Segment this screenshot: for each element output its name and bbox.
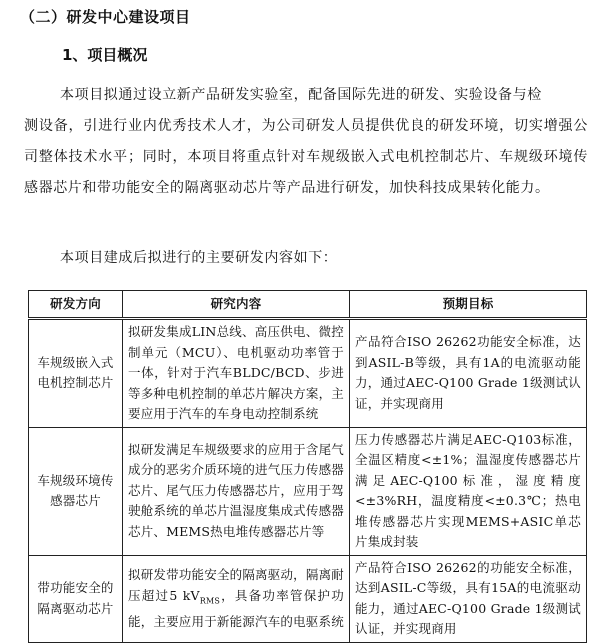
row-goal: 产品符合ISO 26262的功能安全标准，达到ASIL-C等级，具有15A的电流驱动能力，通过AEC-Q100 Grade 1级测试认证，并实现商用 — [350, 555, 587, 642]
row-content-text-pre: 拟研发带功能安全的隔离驱动，隔离耐压超过5 kV — [128, 567, 344, 603]
intro-paragraph-text: 本项目建成后拟进行的主要研发内容如下： — [60, 250, 338, 266]
header-goal: 预期目标 — [350, 291, 587, 319]
row-direction: 带功能安全的隔离驱动芯片 — [29, 555, 123, 642]
overview-paragraph — [24, 80, 588, 204]
table-header-row — [29, 291, 587, 319]
row-direction: 车规级环境传感器芯片 — [29, 427, 123, 555]
row-content: 拟研发集成LIN总线、高压供电、微控制单元（MCU）、电机驱动功率管于一体，针对于汽车BLDC/BCD、步进等多种电机控制的单芯片解决方案，主要应用于汽车的车身电动控制系统 — [123, 319, 350, 428]
subsection-heading: 1、项目概况 — [62, 46, 148, 64]
row-goal: 压力传感器芯片满足AEC-Q103标准，全温区精度<±1%；温湿度传感器芯片满足AEC-Q100标准，湿度精度<±3%RH，温度精度<±0.3℃；热电堆传感器芯片实现MEMS+ASIC单芯片集成封装 — [350, 427, 587, 555]
section-heading: （二）研发中心建设项目 — [20, 8, 191, 26]
overview-paragraph-line1: 本项目拟通过设立新产品研发实验室，配备国际先进的研发、实验设备与检 — [60, 87, 542, 103]
table-row — [29, 319, 587, 428]
overview-paragraph-rest: 测设备，引进行业内优秀技术人才，为公司研发人员提供优良的研发环境，切实增强公司整体技术水平；同时，本项目将重点针对车规级嵌入式电机控制芯片、车规级环境传感器芯片和带功能安全的隔离驱动芯片等产品进行研发，加快科技成果转化能力。 — [24, 118, 588, 196]
row-goal: 产品符合ISO 26262功能安全标准，达到ASIL-B等级，具有1A的电流驱动能力，通过AEC-Q100 Grade 1级测试认证，并实现商用 — [350, 319, 587, 428]
row-content: 拟研发满足车规级要求的应用于含尾气成分的恶劣介质环境的进气压力传感器芯片、尾气压力传感器芯片，应用于驾驶舱系统的单芯片温湿度集成式传感器芯片、MEMS热电堆传感器芯片等 — [123, 427, 350, 555]
rms-subscript: RMS — [199, 596, 221, 605]
row-direction: 车规级嵌入式电机控制芯片 — [29, 319, 123, 428]
table-row — [29, 427, 587, 555]
row-content — [123, 555, 350, 642]
row-content-text-post: ，具备功率管保护功能，主要应用于新能源汽车的电驱系统 — [128, 587, 344, 629]
intro-paragraph — [60, 243, 588, 274]
header-direction: 研发方向 — [29, 291, 123, 319]
research-table — [28, 290, 587, 643]
table-row — [29, 555, 587, 642]
header-content: 研究内容 — [123, 291, 350, 319]
